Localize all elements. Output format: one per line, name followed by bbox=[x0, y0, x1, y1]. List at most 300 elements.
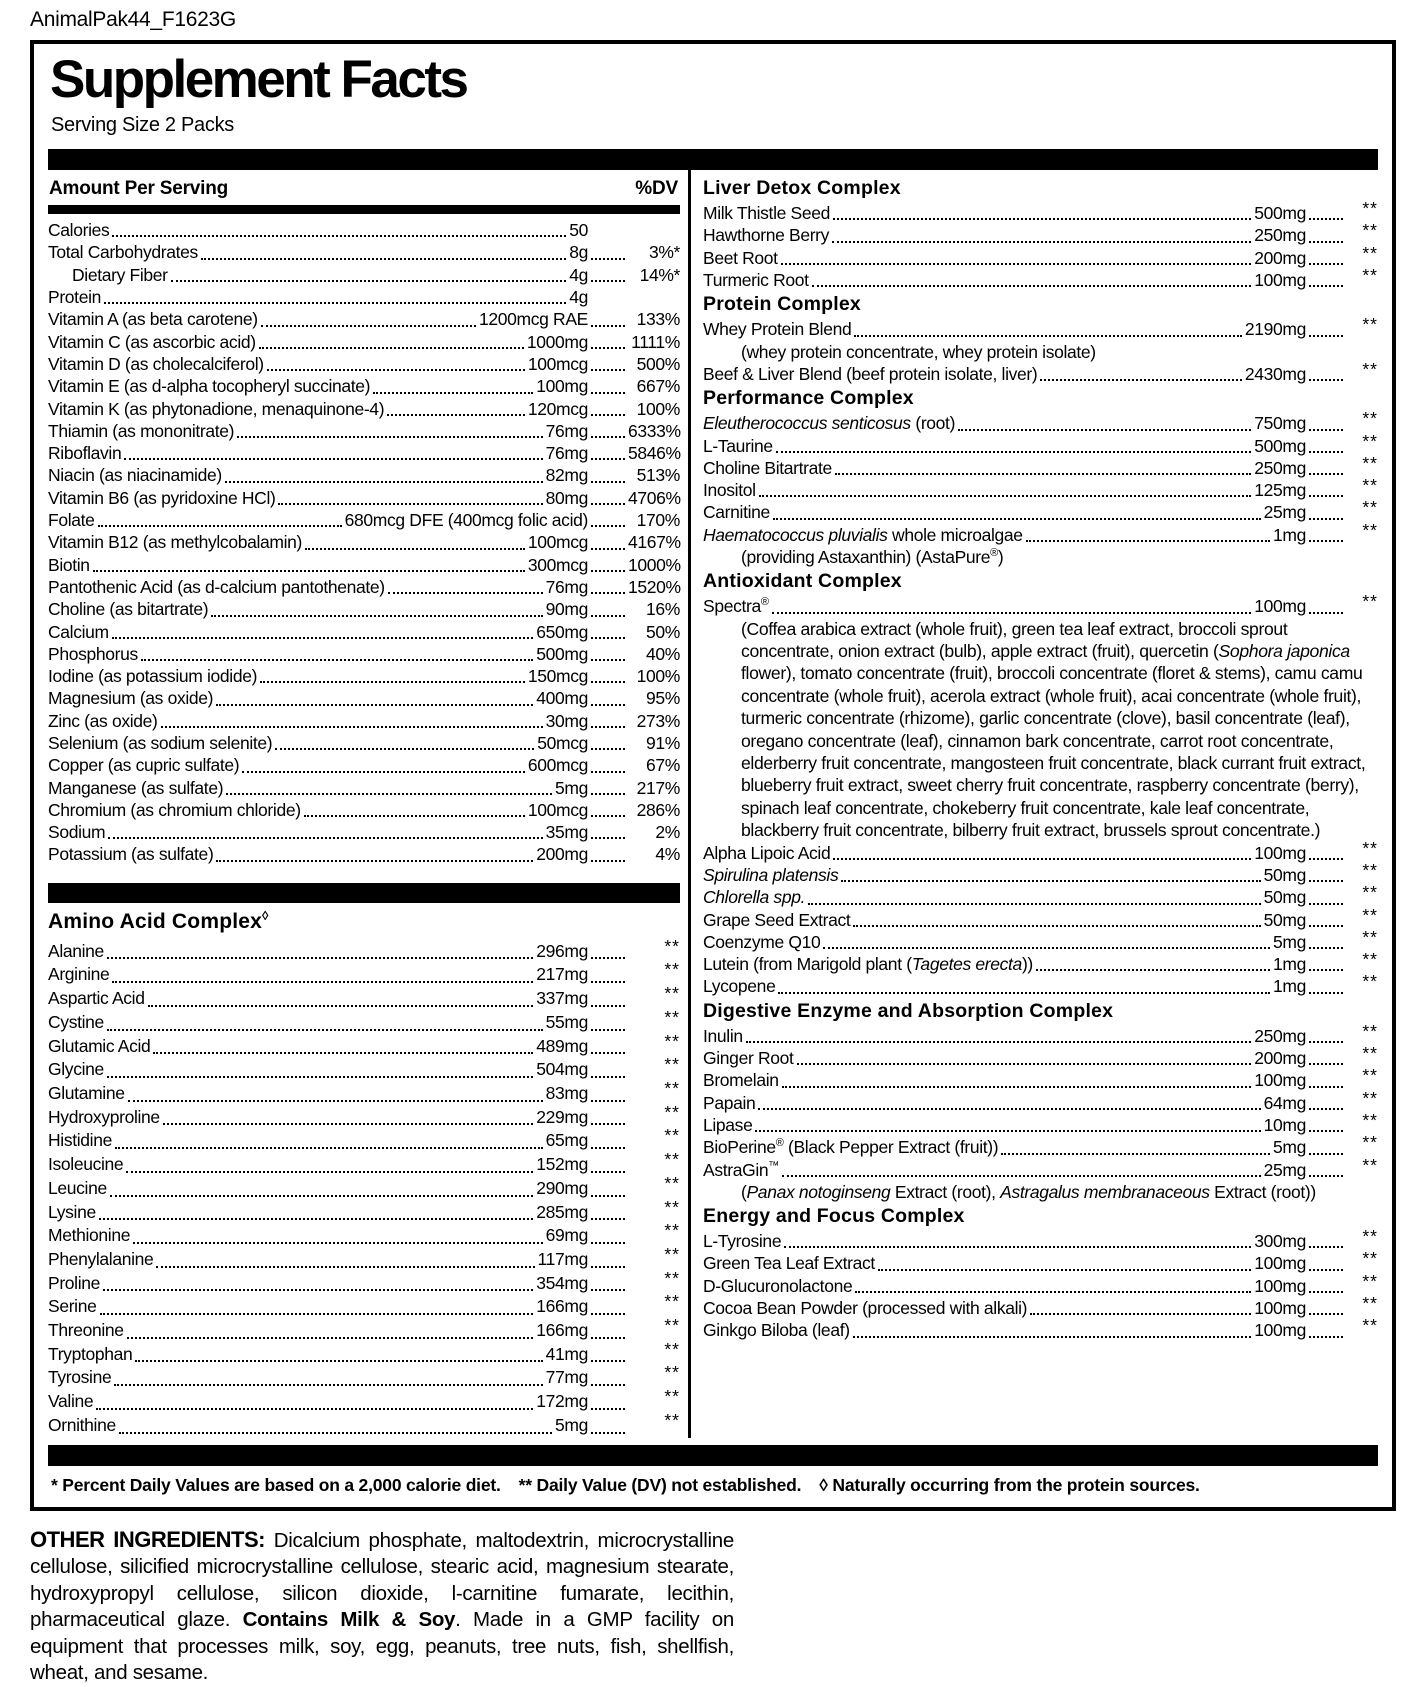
dot-leader bbox=[1309, 263, 1343, 265]
section-title: Protein Complex bbox=[703, 293, 861, 316]
table-row bbox=[48, 843, 680, 865]
latin-name: Eleutherococcus senticosus bbox=[703, 413, 911, 434]
row-amount: 100mg bbox=[1254, 1298, 1306, 1319]
row-label: Folate bbox=[48, 510, 95, 531]
row-label: Glutamine bbox=[48, 1083, 125, 1103]
dot-leader bbox=[124, 458, 542, 460]
row-label: Cystine bbox=[48, 1011, 104, 1032]
section-title: Amino Acid Complex bbox=[48, 909, 263, 933]
table-row bbox=[703, 904, 1378, 931]
table-row bbox=[48, 643, 680, 665]
ingredient-subline: (whey protein concentrate, whey protein isolate) bbox=[741, 341, 1096, 362]
row-dv: ** bbox=[1362, 971, 1378, 992]
dot-leader bbox=[161, 726, 543, 728]
table-row bbox=[703, 452, 1378, 479]
dot-leader bbox=[153, 1052, 533, 1054]
row-label: Hydroxyproline bbox=[48, 1106, 160, 1127]
latin-name: Tagetes erecta bbox=[911, 954, 1022, 975]
row-label: Calories bbox=[48, 220, 110, 241]
row-dv: ** bbox=[664, 1220, 680, 1241]
table-row bbox=[48, 598, 680, 620]
row-dv: ** bbox=[664, 1315, 680, 1336]
dot-leader bbox=[126, 1171, 533, 1173]
dot-leader bbox=[591, 681, 625, 683]
dot-leader bbox=[1309, 1291, 1343, 1293]
row-label: Carnitine bbox=[703, 502, 770, 523]
table-row bbox=[48, 442, 680, 464]
row-amount: 50mg bbox=[1263, 864, 1306, 885]
dot-leader bbox=[237, 436, 542, 438]
row-label: Inositol bbox=[703, 480, 756, 501]
dot-leader bbox=[591, 325, 625, 327]
row-dv: ** bbox=[664, 1149, 680, 1170]
dot-leader bbox=[1030, 1313, 1251, 1315]
trademark-symbol: ™ bbox=[768, 1159, 779, 1172]
table-row bbox=[48, 1125, 680, 1153]
row-dv: ** bbox=[1362, 1109, 1378, 1130]
row-label: Aspartic Acid bbox=[48, 988, 145, 1009]
dot-leader bbox=[1309, 335, 1343, 337]
latin-name: Sophora japonica bbox=[1218, 641, 1350, 662]
table-row bbox=[703, 971, 1378, 997]
dot-leader bbox=[110, 1195, 533, 1197]
row-dv: ** bbox=[664, 1196, 680, 1217]
table-row bbox=[703, 591, 1378, 617]
table-row bbox=[48, 687, 680, 709]
dot-leader bbox=[782, 1175, 1261, 1177]
row-label: Biotin bbox=[48, 554, 90, 575]
dot-leader bbox=[259, 347, 524, 349]
row-label: D-Glucuronolactone bbox=[703, 1275, 853, 1296]
row-dv: 133% bbox=[636, 309, 680, 330]
row-amount: 5mg bbox=[555, 777, 588, 798]
dot-leader bbox=[373, 392, 533, 394]
row-amount: 152mg bbox=[536, 1154, 588, 1175]
row-amount: 300mg bbox=[1254, 1231, 1306, 1252]
table-row bbox=[703, 519, 1378, 546]
row-amount: 30mg bbox=[545, 710, 588, 731]
row-dv: ** bbox=[1362, 497, 1378, 518]
section-title: Digestive Enzyme and Absorption Complex bbox=[703, 999, 1114, 1022]
row-dv: 100% bbox=[636, 398, 680, 419]
dot-leader bbox=[127, 1337, 534, 1339]
dot-leader bbox=[591, 280, 625, 282]
dot-leader bbox=[1309, 495, 1343, 497]
row-label bbox=[703, 864, 838, 886]
table-row bbox=[48, 264, 680, 286]
row-dv: ** bbox=[664, 959, 680, 980]
dot-leader bbox=[841, 880, 1260, 882]
row-amount: 354mg bbox=[536, 1272, 588, 1293]
dot-leader bbox=[387, 414, 525, 416]
row-amount: 5mg bbox=[1273, 931, 1306, 952]
row-label: Ginger Root bbox=[703, 1048, 794, 1069]
dot-leader bbox=[591, 1123, 625, 1125]
row-amount: 76mg bbox=[545, 443, 588, 464]
row-dv: 500% bbox=[636, 353, 680, 374]
row-dv: 100% bbox=[636, 666, 680, 687]
row-dv: 4706% bbox=[628, 487, 681, 508]
dot-leader bbox=[112, 235, 566, 237]
table-row bbox=[703, 1270, 1378, 1297]
row-dv: 95% bbox=[646, 688, 680, 709]
row-label: Phosphorus bbox=[48, 643, 138, 664]
row-amount: 200mg bbox=[536, 844, 588, 865]
table-row bbox=[48, 531, 680, 553]
row-label: Protein bbox=[48, 287, 101, 308]
dot-leader bbox=[833, 858, 1251, 860]
row-amount: 35mg bbox=[545, 822, 588, 843]
row-label: Green Tea Leaf Extract bbox=[703, 1253, 875, 1274]
row-label: Alanine bbox=[48, 940, 104, 961]
row-dv: 6333% bbox=[628, 420, 681, 441]
row-label: Beef & Liver Blend (beef protein isolate, liver) bbox=[703, 363, 1038, 384]
dot-leader bbox=[591, 704, 625, 706]
row-amount: 90mg bbox=[545, 599, 588, 620]
row-label: Pantothenic Acid (as d-calcium pantothenate) bbox=[48, 576, 385, 597]
dot-leader bbox=[591, 414, 625, 416]
table-row bbox=[703, 314, 1378, 340]
row-label: Ginkgo Biloba (leaf) bbox=[703, 1320, 850, 1341]
row-dv: ** bbox=[1362, 1087, 1378, 1108]
footnote-part: ** Daily Value (DV) not established. bbox=[518, 1474, 802, 1495]
row-label: Riboflavin bbox=[48, 443, 122, 464]
dot-leader bbox=[591, 1052, 625, 1054]
dot-leader bbox=[591, 1076, 625, 1078]
doc-label: AnimalPak44_F1623G bbox=[30, 8, 236, 31]
medium-divider-bar bbox=[48, 205, 680, 214]
row-label: Vitamin B6 (as pyridoxine HCl) bbox=[48, 487, 276, 508]
dot-leader bbox=[784, 1246, 1251, 1248]
trademark-symbol: ® bbox=[990, 547, 998, 560]
dot-leader bbox=[107, 1029, 543, 1031]
row-dv: ** bbox=[664, 1101, 680, 1122]
row-amount: 100mcg bbox=[527, 532, 588, 553]
dot-leader bbox=[242, 771, 525, 773]
amino-acid-rows bbox=[48, 935, 680, 1438]
dot-leader bbox=[1309, 903, 1343, 905]
dot-leader bbox=[1309, 451, 1343, 453]
row-amount: 76mg bbox=[545, 576, 588, 597]
table-row bbox=[48, 1267, 680, 1296]
dot-leader bbox=[591, 1100, 625, 1102]
trademark-symbol: ® bbox=[775, 1137, 784, 1150]
dot-leader bbox=[1309, 947, 1343, 949]
table-row bbox=[703, 837, 1378, 864]
row-dv: 513% bbox=[636, 465, 680, 486]
table-row bbox=[703, 1020, 1378, 1047]
dot-leader bbox=[591, 1432, 625, 1434]
row-label: Manganese (as sulfate) bbox=[48, 777, 224, 798]
row-amount: 82mg bbox=[545, 465, 588, 486]
dot-leader bbox=[261, 325, 476, 327]
table-row bbox=[48, 1409, 680, 1438]
row-label: Vitamin C (as ascorbic acid) bbox=[48, 331, 256, 352]
section-title: Antioxidant Complex bbox=[703, 570, 902, 593]
table-row bbox=[703, 926, 1378, 953]
table-row bbox=[48, 331, 680, 353]
row-amount: 8g bbox=[569, 242, 588, 263]
supplement-facts-panel bbox=[30, 40, 1396, 1511]
row-dv: ** bbox=[664, 1409, 680, 1430]
row-dv: ** bbox=[1362, 1226, 1378, 1247]
dot-leader bbox=[591, 481, 625, 483]
table-row bbox=[703, 475, 1378, 501]
table-row bbox=[48, 1220, 680, 1248]
row-amount: 750mg bbox=[1254, 413, 1306, 434]
dot-leader bbox=[1309, 1086, 1343, 1088]
dot-leader bbox=[99, 1218, 533, 1220]
table-row bbox=[703, 1132, 1378, 1158]
dot-leader bbox=[1001, 1153, 1270, 1155]
row-label: Eleutherococcus senticosus (root) bbox=[703, 413, 956, 434]
row-amount: 489mg bbox=[536, 1035, 588, 1056]
latin-name: Haematococcus pluvialis bbox=[703, 524, 888, 545]
dot-leader bbox=[1309, 473, 1343, 475]
row-label: Glutamic Acid bbox=[48, 1035, 151, 1056]
dot-leader bbox=[1309, 612, 1343, 614]
dot-leader bbox=[755, 1130, 1260, 1132]
dot-leader bbox=[1309, 925, 1343, 927]
dot-leader bbox=[823, 947, 1270, 949]
row-label: Vitamin K (as phytonadione, menaquinone-4) bbox=[48, 398, 385, 419]
dot-leader bbox=[591, 458, 625, 460]
dot-leader bbox=[591, 748, 625, 750]
row-label: Lipase bbox=[703, 1114, 753, 1135]
row-dv: 3%* bbox=[648, 242, 680, 263]
dot-leader bbox=[225, 481, 543, 483]
dot-leader bbox=[107, 1076, 533, 1078]
row-amount: 296mg bbox=[536, 940, 588, 961]
row-amount: 100mg bbox=[536, 376, 588, 397]
dot-leader bbox=[591, 592, 625, 594]
dot-leader bbox=[812, 285, 1252, 287]
dot-leader bbox=[853, 925, 1260, 927]
left-main-rows bbox=[48, 219, 680, 866]
table-row bbox=[703, 1154, 1378, 1181]
dot-leader bbox=[135, 1360, 542, 1362]
dot-leader bbox=[119, 1432, 552, 1434]
row-dv: ** bbox=[664, 1078, 680, 1098]
dot-leader bbox=[782, 1086, 1252, 1088]
table-row bbox=[48, 464, 680, 486]
dot-leader bbox=[591, 436, 625, 438]
dot-leader bbox=[591, 815, 625, 817]
row-amount: 50mg bbox=[1263, 887, 1306, 908]
row-amount: 100mg bbox=[1254, 1275, 1306, 1296]
dot-leader bbox=[591, 837, 625, 839]
row-dv: ** bbox=[664, 935, 680, 956]
row-label: Valine bbox=[48, 1391, 94, 1412]
facts-columns bbox=[48, 170, 1378, 1437]
row-amount: 500mg bbox=[1254, 435, 1306, 456]
dot-leader bbox=[832, 241, 1251, 243]
row-amount: 100mg bbox=[1254, 1253, 1306, 1274]
row-label: BioPerine® (Black Pepper Extract (fruit)) bbox=[703, 1137, 999, 1158]
dot-leader bbox=[1309, 241, 1343, 243]
row-label: Lycopene bbox=[703, 976, 776, 997]
row-dv: ** bbox=[664, 1125, 680, 1146]
row-label: AstraGin™ bbox=[703, 1159, 779, 1180]
dot-leader bbox=[591, 258, 625, 260]
row-amount: 166mg bbox=[536, 1320, 588, 1341]
row-label: Methionine bbox=[48, 1225, 131, 1246]
table-row bbox=[48, 219, 680, 241]
dot-leader bbox=[1309, 969, 1343, 971]
row-dv: ** bbox=[664, 1267, 680, 1288]
serving-size: Serving Size 2 Packs bbox=[51, 114, 234, 137]
footnote-part: ◊ Naturally occurring from the protein sources. bbox=[819, 1474, 1200, 1495]
dot-leader bbox=[1309, 1313, 1343, 1315]
row-label: Total Carbohydrates bbox=[48, 242, 198, 263]
dot-leader bbox=[591, 1218, 625, 1220]
row-label: Copper (as cupric sulfate) bbox=[48, 755, 240, 776]
row-label: Vitamin E (as d-alpha tocopheryl succinate) bbox=[48, 376, 371, 397]
row-dv: 1000% bbox=[628, 554, 681, 575]
row-label: Alpha Lipoic Acid bbox=[703, 842, 831, 863]
table-row bbox=[703, 242, 1378, 269]
row-amount: 100mcg bbox=[527, 799, 588, 820]
row-amount: 285mg bbox=[536, 1201, 588, 1222]
dot-leader bbox=[1309, 1108, 1343, 1110]
other-ingredients-label: OTHER INGREDIENTS: bbox=[30, 1526, 274, 1552]
thick-divider-bar bbox=[48, 883, 680, 903]
row-label: Lutein (from Marigold plant (Tagetes erecta)) bbox=[703, 954, 1033, 975]
table-row bbox=[48, 1243, 680, 1272]
trademark-symbol: ® bbox=[760, 596, 769, 609]
dot-leader bbox=[855, 1291, 1251, 1293]
row-dv: ** bbox=[1362, 591, 1378, 612]
row-dv: ** bbox=[664, 1386, 680, 1407]
dot-leader bbox=[591, 793, 625, 795]
footnote-part: * Percent Daily Values are based on a 2,000 calorie diet. bbox=[51, 1474, 501, 1495]
thick-divider-bar bbox=[48, 1445, 1378, 1466]
table-row bbox=[48, 1172, 680, 1201]
table-row bbox=[703, 358, 1378, 385]
dot-leader bbox=[776, 451, 1251, 453]
table-row bbox=[48, 1078, 680, 1106]
table-row bbox=[48, 420, 680, 442]
row-label: Beet Root bbox=[703, 247, 778, 268]
row-amount: 100mg bbox=[1254, 1070, 1306, 1091]
dot-leader bbox=[958, 429, 1251, 431]
row-label: Isoleucine bbox=[48, 1154, 124, 1175]
row-dv: ** bbox=[664, 1006, 680, 1027]
dot-leader bbox=[797, 1063, 1252, 1065]
row-amount: 166mg bbox=[536, 1296, 588, 1317]
row-amount: 504mg bbox=[536, 1059, 588, 1080]
dot-leader bbox=[591, 1242, 625, 1244]
dot-leader bbox=[591, 1266, 625, 1268]
row-dv: ** bbox=[1362, 242, 1378, 263]
table-row bbox=[48, 1101, 680, 1130]
dot-leader bbox=[772, 612, 1252, 614]
row-amount: 1mg bbox=[1273, 524, 1306, 545]
table-row bbox=[48, 799, 680, 821]
dot-leader bbox=[1309, 1336, 1343, 1338]
table-row bbox=[703, 1109, 1378, 1136]
amount-header bbox=[48, 175, 680, 205]
row-dv: ** bbox=[1362, 1293, 1378, 1314]
dot-leader bbox=[112, 637, 533, 639]
row-amount: 76mg bbox=[545, 420, 588, 441]
dot-leader bbox=[591, 981, 625, 983]
row-amount: 120mcg bbox=[527, 398, 588, 419]
dot-leader bbox=[267, 369, 525, 371]
table-row bbox=[48, 1338, 680, 1367]
table-row bbox=[48, 732, 680, 754]
dot-leader bbox=[591, 548, 625, 550]
row-amount: 290mg bbox=[536, 1177, 588, 1198]
dot-leader bbox=[778, 992, 1270, 994]
row-label: Vitamin B12 (as methylcobalamin) bbox=[48, 532, 303, 553]
row-dv: 273% bbox=[636, 710, 680, 731]
row-label: Zinc (as oxide) bbox=[48, 710, 158, 731]
row-dv: ** bbox=[1362, 452, 1378, 473]
table-row bbox=[703, 1226, 1378, 1252]
row-amount: 65mg bbox=[545, 1130, 588, 1151]
row-amount: 55mg bbox=[545, 1011, 588, 1032]
row-label: Dietary Fiber bbox=[72, 264, 168, 285]
row-dv: ** bbox=[664, 1172, 680, 1193]
row-dv: ** bbox=[664, 1243, 680, 1264]
row-amount: 250mg bbox=[1254, 225, 1306, 246]
row-amount: 83mg bbox=[545, 1083, 588, 1103]
row-dv: 1111% bbox=[631, 331, 680, 352]
row-amount: 1mg bbox=[1273, 954, 1306, 975]
row-amount: 5mg bbox=[555, 1414, 588, 1435]
row-amount: 4g bbox=[569, 287, 588, 308]
amount-per-serving-label: Amount Per Serving bbox=[49, 178, 229, 200]
dot-leader bbox=[1309, 1063, 1343, 1065]
row-dv: 50% bbox=[646, 621, 680, 642]
row-label: Spectra® bbox=[703, 596, 769, 617]
dot-leader bbox=[1309, 1269, 1343, 1271]
dot-leader bbox=[275, 748, 534, 750]
row-amount: 100mg bbox=[1254, 596, 1306, 617]
table-row bbox=[703, 882, 1378, 908]
row-label: Haematococcus pluvialis whole microalgae bbox=[703, 524, 1023, 545]
dot-leader bbox=[112, 981, 533, 983]
dot-leader bbox=[388, 592, 543, 594]
dot-leader bbox=[591, 1360, 625, 1362]
dot-leader bbox=[1309, 218, 1343, 220]
row-dv: ** bbox=[664, 1338, 680, 1359]
row-amount: 41mg bbox=[545, 1343, 588, 1364]
dot-leader bbox=[591, 1384, 625, 1386]
table-row bbox=[703, 265, 1378, 291]
row-dv: 217% bbox=[636, 777, 680, 798]
row-amount: 25mg bbox=[1263, 502, 1306, 523]
dot-leader bbox=[226, 793, 552, 795]
table-row bbox=[703, 1248, 1378, 1274]
row-label: Lysine bbox=[48, 1201, 96, 1222]
dot-leader bbox=[100, 1313, 534, 1315]
dot-leader bbox=[114, 1384, 542, 1386]
row-label bbox=[703, 886, 805, 908]
dot-leader bbox=[148, 1005, 534, 1007]
row-dv: ** bbox=[1362, 430, 1378, 451]
row-label: Magnesium (as oxide) bbox=[48, 688, 214, 709]
row-label: Selenium (as sodium selenite) bbox=[48, 733, 273, 753]
dot-leader bbox=[98, 525, 342, 527]
row-amount: 4g bbox=[569, 264, 588, 285]
dot-leader bbox=[1309, 880, 1343, 882]
dot-leader bbox=[591, 525, 625, 527]
row-dv: ** bbox=[1362, 1043, 1378, 1064]
row-label: Arginine bbox=[48, 964, 110, 985]
dot-leader bbox=[304, 815, 525, 817]
